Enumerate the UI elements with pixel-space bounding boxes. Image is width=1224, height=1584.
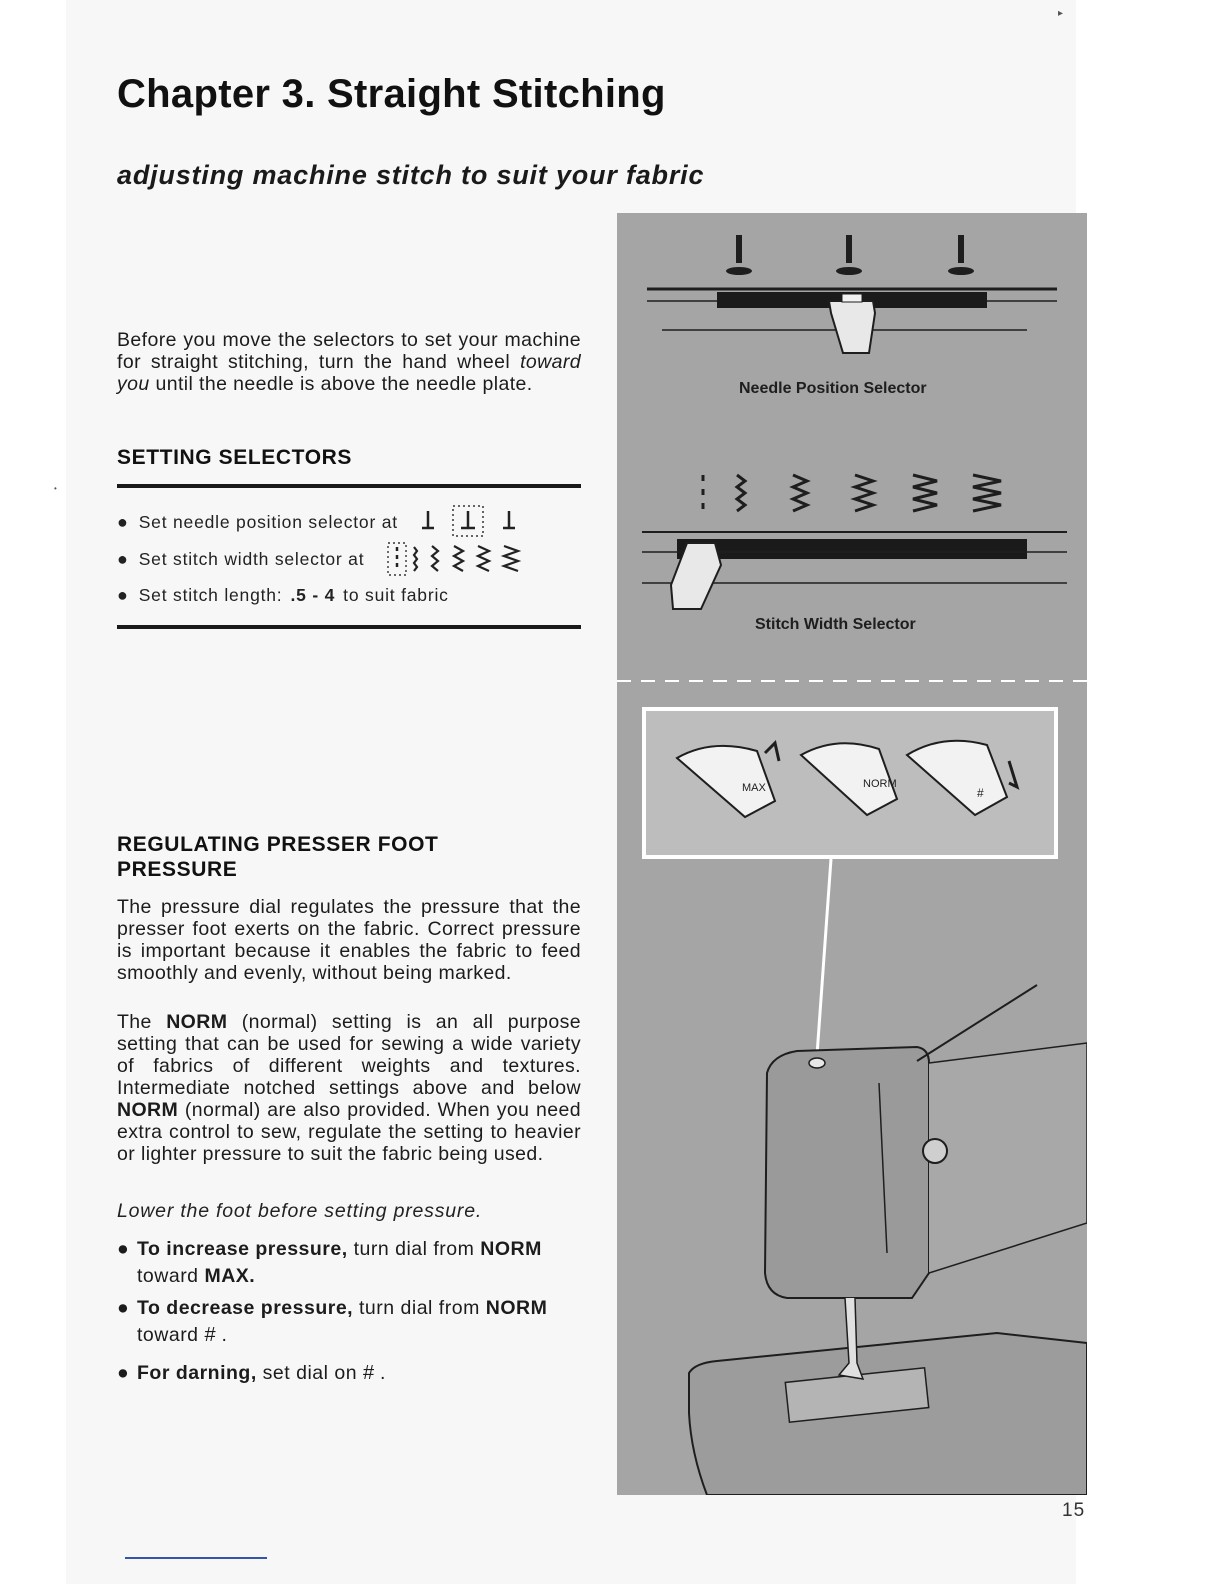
bullet-stitch-length [117,585,449,606]
bullet-needle-position [117,505,526,539]
increase-max: MAX. [204,1265,256,1287]
stitch-length-value: .5 - 4 [290,585,336,605]
bullet-dot: ● [117,511,129,532]
intro-text-end: until the needle is above the needle plate. [149,373,533,395]
bullet-dot: ● [117,1297,130,1319]
bullet-dot: ● [117,1362,130,1384]
bullet-dot: ● [117,585,129,605]
bullet-dot: ● [117,548,129,569]
needle-position-label: Needle Position Selector [739,380,927,397]
increase-text: turn dial from [353,1238,475,1260]
setting-selectors-heading: SETTING SELECTORS [117,446,353,469]
chapter-title: Chapter 3. Straight Stitching [117,72,666,116]
machine-arm [929,1043,1087,1273]
norm-para-text: (normal) are also provided. When you need extra control to sew, regulate the setting to heavier or lighter pressure to suit the fabric being used. [117,1099,581,1165]
pressure-dial-top [809,1058,825,1068]
top-rule [117,484,581,488]
section-subtitle: adjusting machine stitch to suit your fabric [117,160,705,190]
darning-symbol: # [204,1324,216,1346]
regulating-heading: REGULATING PRESSER FOOT PRESSURE [117,833,439,881]
increase-toward: toward [137,1265,199,1287]
scan-dot: • [54,484,57,493]
dial-mark-max: MAX [742,782,766,794]
darning-bold: For darning, [137,1362,257,1384]
decrease-toward: toward [137,1324,199,1346]
dial-mark-darn: # [977,786,984,800]
intro-paragraph [117,329,581,395]
scan-mark: ▸ [1058,8,1064,19]
increase-bold: To increase pressure, [137,1238,348,1260]
illustration-svg [617,213,1087,1495]
machine-illustration [617,213,1087,1495]
decrease-end: . [221,1324,228,1346]
intro-text-start: Before you move the selectors to set your machine for straight stitching, turn the hand wheel [117,329,581,373]
norm-paragraph [117,1011,581,1165]
pressure-paragraph: The pressure dial regulates the pressure that the presser foot exerts on the fabric. Correct pressure is important because it enables the fabric to feed smoothly and evenly, without being marked. [117,896,581,984]
intro-emphasis: toward you [117,351,581,395]
norm-bold: NORM [166,1011,228,1033]
norm-bold: NORM [117,1099,179,1121]
bullet-width-text: Set stitch width selector at [138,548,365,569]
decrease-bold: To decrease pressure, [137,1297,354,1319]
decrease-norm: NORM [485,1297,548,1319]
lower-foot-note: Lower the foot before setting pressure. [117,1200,483,1222]
sewing-machine [689,985,1087,1495]
darning-symbol: # [363,1362,375,1384]
bottom-rule [117,625,581,629]
bullet-needle-text: Set needle position selector at [138,511,398,532]
stitch-width-symbols [703,475,1001,511]
bullet-decrease [117,1295,581,1349]
increase-norm: NORM [480,1238,542,1260]
norm-para-text: The [117,1011,152,1033]
stitch-width-icon [386,541,526,577]
bullet-dot: ● [117,1238,130,1260]
needle-position-icon [416,505,526,539]
machine-bed [689,1333,1087,1495]
bullet-darning [117,1360,581,1387]
width-slot [677,539,1027,559]
thread-line [917,985,1037,1061]
bullet-length-text: Set stitch length: [138,585,283,605]
dial-mark-norm: NORM [863,778,897,790]
decrease-text: turn dial from [359,1297,480,1319]
darning-end: . [380,1362,386,1384]
tension-dial [923,1139,947,1163]
bullet-increase [117,1236,581,1290]
machine-head-front [765,1047,929,1298]
stitch-width-label: Stitch Width Selector [755,616,916,633]
darning-text: set dial on [262,1362,358,1384]
stitch-length-suffix: to suit fabric [343,585,449,605]
callout-line [817,859,831,1055]
page-number: 15 [1062,1500,1086,1521]
footer-line [125,1557,267,1559]
needle-selector-top [842,294,862,302]
bullet-stitch-width [117,541,526,577]
needle-selector-knob [829,301,875,353]
needle-symbols [726,235,974,275]
norm-para-text: (normal) setting is an all purpose setting that can be used for sewing a wide variety of fabrics of different weights and textures. Intermediate notched settings above and below [117,1011,581,1099]
